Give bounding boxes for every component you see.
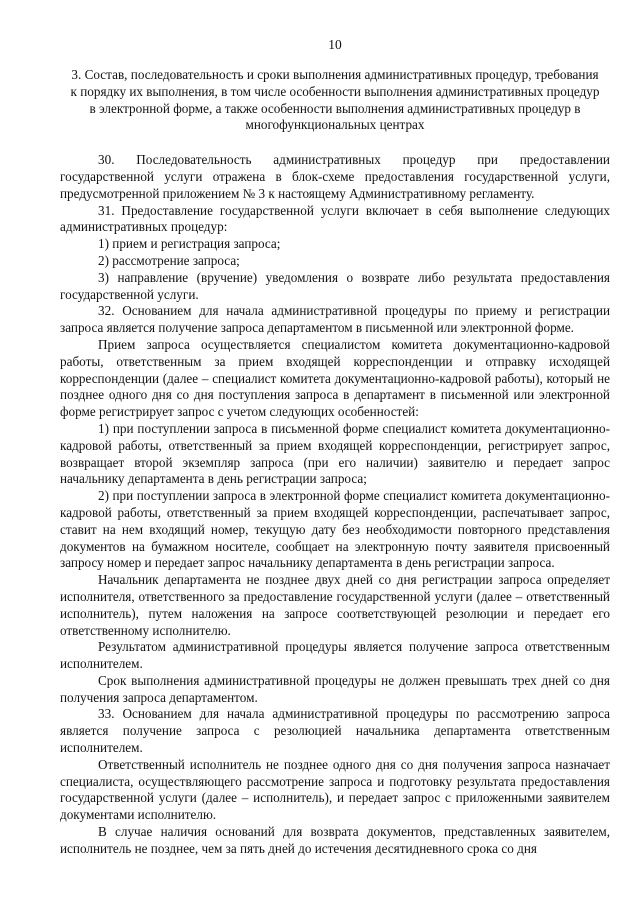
paragraph-33: 33. Основанием для начала административной процедуры по рассмотрению запроса является получение запроса с резолюцией начальника департамента ответственным исполнителем. [60, 706, 610, 756]
page-number: 10 [328, 37, 342, 52]
paragraph-written-form: 1) при поступлении запроса в письменной форме специалист комитета документационно-кадровой работы, ответственный за прием входящей корреспонденции, регистрирует запрос, возвращает второй экземпляр запроса (при его наличии) заявителю и передает запрос начальнику департамента в день регистрации запроса; [60, 420, 610, 487]
paragraph-responsible-executor: Ответственный исполнитель не позднее одного дня со дня получения запроса назначает специалиста, осуществляющего рассмотрение запроса и подготовку результата предоставления государственной услуги (далее – исполнитель), и передает запрос с приложенными заявителем документами исполнителю. [60, 756, 610, 823]
paragraph-result: Результатом административной процедуры является получение запроса ответственным исполнителем. [60, 639, 610, 672]
document-page [60, 36, 610, 858]
paragraph-head-of-department: Начальник департамента не позднее двух дней со дня регистрации запроса определяет исполнителя, ответственного за предоставление государственной услуги (далее – ответственный исполнитель), путем наложения на запросе соответствующей резолюции и передает его ответственному исполнителю. [60, 572, 610, 638]
list-item-reception: 1) прием и регистрация запроса; [98, 236, 281, 252]
paragraph-reception: Прием запроса осуществляется специалистом комитета документационно-кадровой работы, ответственным за прием входящей корреспонденции и отправку исходящей корреспонденции (далее – специалист комитета документационно-кадровой работы), который не позднее одного дня со дня поступления запроса в департамент в письменной или электронной форме регистрирует запрос с учетом следующих особенностей: [60, 336, 610, 420]
paragraph-31: 31. Предоставление государственной услуги включает в себя выполнение следующих административных процедур: [60, 202, 610, 235]
list-item-review: 2) рассмотрение запроса; [98, 252, 240, 268]
section-title: 3. Состав, последовательность и сроки выполнения административных процедур, требования к порядку их выполнения, в том числе особенности выполнения административных процедур в электронной форме, а также особенности выполнения административных процедур в многофункциональных центрах [70, 67, 600, 133]
paragraph-deadline: Срок выполнения административной процедуры не должен превышать трех дней со дня получения запроса департаментом. [60, 672, 610, 705]
paragraph-electronic-form: 2) при поступлении запроса в электронной форме специалист комитета документационно-кадровой работы, ответственный за прием входящей корреспонденции, распечатывает запрос, ставит на нем входящий номер, текущую дату без необходимости повторного представления документов на бумажном носителе, сообщает на электронную почту заявителя присвоенный запросу номер и передает запрос начальнику департамента в день регистрации запроса. [60, 488, 610, 571]
paragraph-30: 30. Последовательность административных процедур при предоставлении государственной услуги отражена в блок-схеме предоставления государственной услуги, предусмотренной приложением № 3 к настоящему Административному регламенту. [60, 152, 610, 201]
paragraph-32: 32. Основанием для начала административной процедуры по приему и регистрации запроса является получение запроса департаментом в письменной или электронной форме. [60, 303, 610, 336]
document-body [60, 152, 610, 857]
list-item-notification: 3) направление (вручение) уведомления о возврате либо результата предоставления государственной услуги. [60, 269, 610, 302]
paragraph-return-grounds: В случае наличия оснований для возврата документов, представленных заявителем, исполнитель не позднее, чем за пять дней до истечения десятидневного срока со дня [60, 824, 610, 856]
